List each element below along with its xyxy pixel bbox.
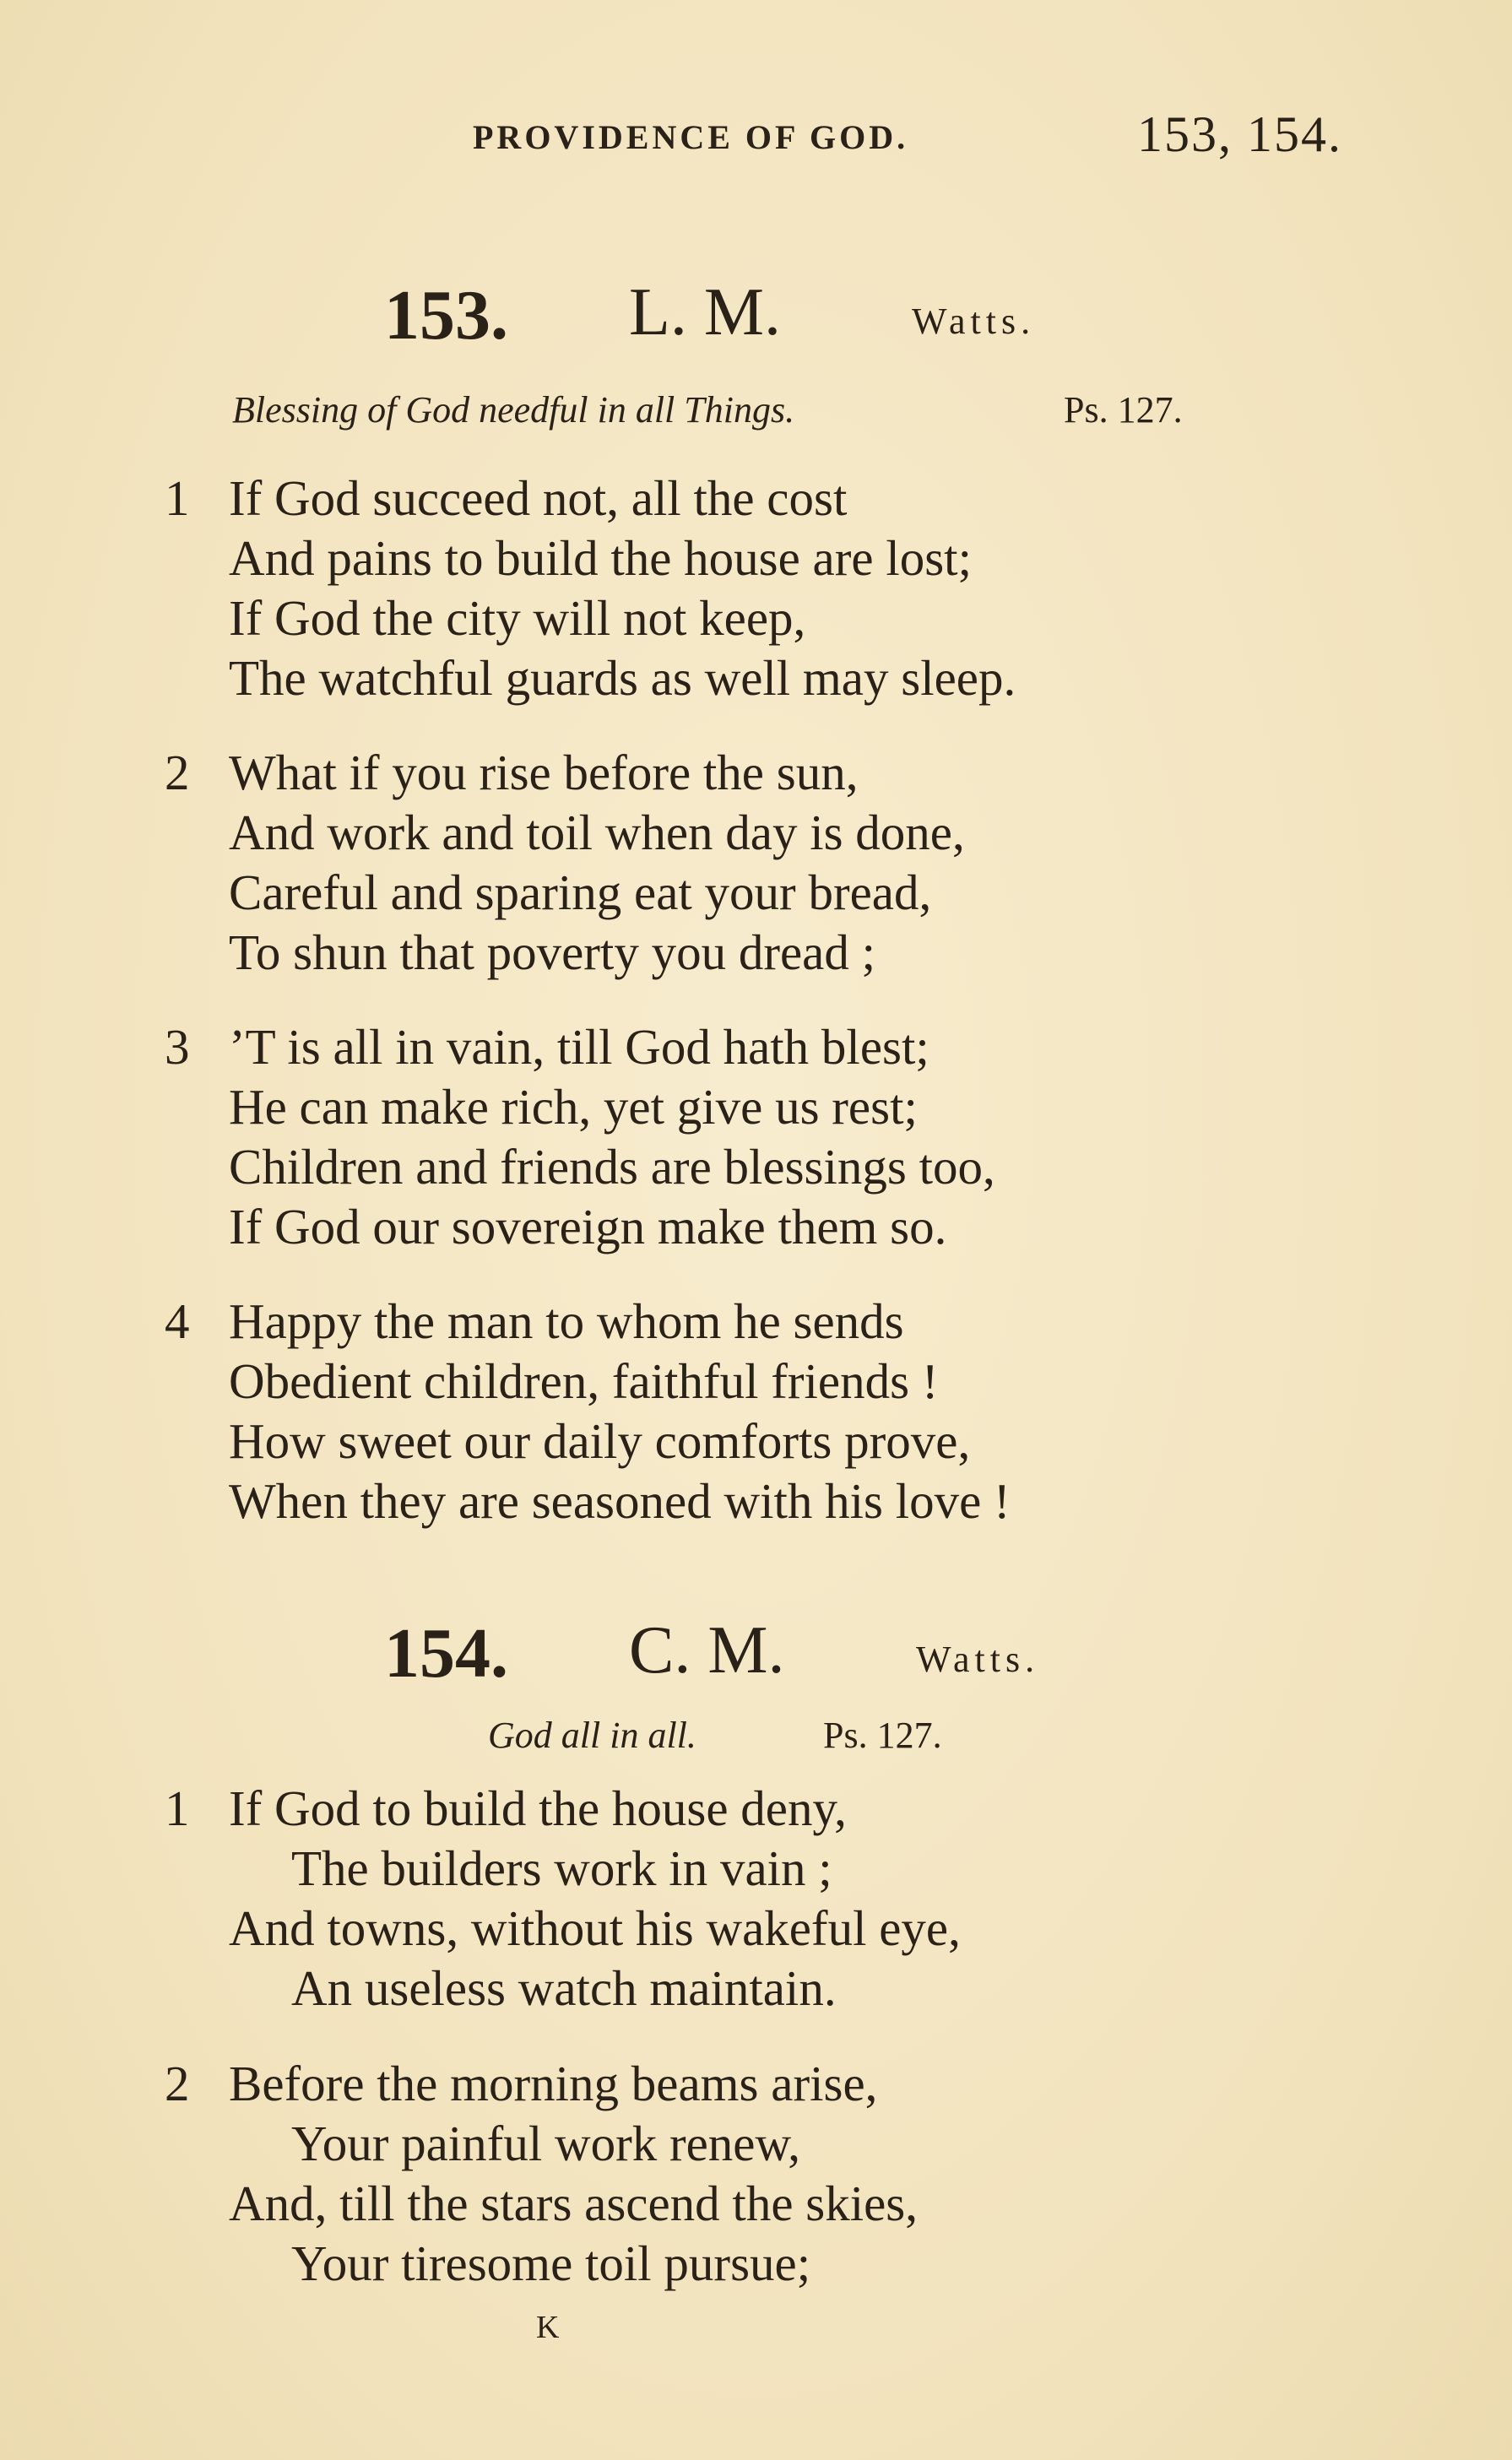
hymn-153-heading xyxy=(0,274,1512,367)
running-head xyxy=(473,106,1342,173)
verse-line: If God to build the house deny, xyxy=(229,1780,847,1836)
psalm-reference: Ps. 127. xyxy=(823,1715,942,1756)
verse-line: Obedient children, faithful friends ! xyxy=(229,1353,939,1409)
verse-line: And work and toil when day is done, xyxy=(229,805,965,860)
hymn-author: Watts. xyxy=(912,301,1036,342)
hymn-154-stanza-1 xyxy=(165,1779,1431,2018)
psalm-reference: Ps. 127. xyxy=(1064,389,1183,431)
verse-line: If God the city will not keep, xyxy=(229,590,806,646)
verse-number: 2 xyxy=(165,745,190,800)
hymn-153-stanza-1 xyxy=(165,469,1431,708)
verse-number: 1 xyxy=(165,1780,190,1836)
verse-line: If God our sovereign make them so. xyxy=(229,1199,947,1254)
verse-line: When they are seasoned with his love ! xyxy=(229,1473,1011,1529)
verse-number: 3 xyxy=(165,1019,190,1075)
signature-mark: K xyxy=(536,2310,561,2345)
verse-line: If God succeed not, all the cost xyxy=(229,470,848,526)
hymn-154-subtitle xyxy=(488,1714,942,1757)
hymn-meter: L. M. xyxy=(629,275,781,349)
verse-line: Children and friends are blessings too, xyxy=(229,1139,995,1195)
verse-line: Your tiresome toil pursue; xyxy=(291,2235,811,2291)
verse-line: He can make rich, yet give us rest; xyxy=(229,1079,918,1135)
hymn-153-subtitle xyxy=(232,388,1183,431)
page-numbers: 153, 154. xyxy=(1137,106,1342,162)
verse-number: 2 xyxy=(165,2056,190,2111)
hymn-author: Watts. xyxy=(916,1639,1040,1680)
hymn-154-heading xyxy=(0,1612,1512,1705)
verse-line: How sweet our daily comforts prove, xyxy=(229,1413,971,1469)
verse-line: And towns, without his wakeful eye, xyxy=(229,1900,961,1956)
subtitle-text: Blessing of God needful in all Things. xyxy=(232,389,795,431)
hymn-153-stanza-3 xyxy=(165,1017,1431,1257)
verse-line: The builders work in vain ; xyxy=(291,1840,832,1896)
verse-number: 1 xyxy=(165,470,190,526)
verse-line: And pains to build the house are lost; xyxy=(229,530,972,586)
hymn-154-stanza-2 xyxy=(165,2054,1431,2294)
subtitle-text: God all in all. xyxy=(488,1715,696,1756)
verse-line: The watchful guards as well may sleep. xyxy=(229,650,1016,706)
verse-line: Careful and sparing eat your bread, xyxy=(229,864,932,920)
verse-line: ’T is all in vain, till God hath blest; xyxy=(229,1019,929,1075)
verse-line: And, till the stars ascend the skies, xyxy=(229,2176,919,2231)
hymn-153-stanza-4 xyxy=(165,1292,1431,1531)
hymn-153-stanza-2 xyxy=(165,743,1431,983)
verse-line: What if you rise before the sun, xyxy=(229,745,859,800)
hymn-number: 154. xyxy=(384,1614,508,1693)
verse-line: An useless watch maintain. xyxy=(291,1960,837,2016)
hymn-number: 153. xyxy=(384,276,508,355)
running-title: PROVIDENCE OF GOD. xyxy=(473,118,909,156)
verse-line: Your painful work renew, xyxy=(291,2116,801,2171)
hymn-meter: C. M. xyxy=(629,1613,785,1688)
verse-number: 4 xyxy=(165,1293,190,1349)
verse-line: Happy the man to whom he sends xyxy=(229,1293,904,1349)
verse-line: To shun that poverty you dread ; xyxy=(229,924,875,980)
verse-line: Before the morning beams arise, xyxy=(229,2056,878,2111)
